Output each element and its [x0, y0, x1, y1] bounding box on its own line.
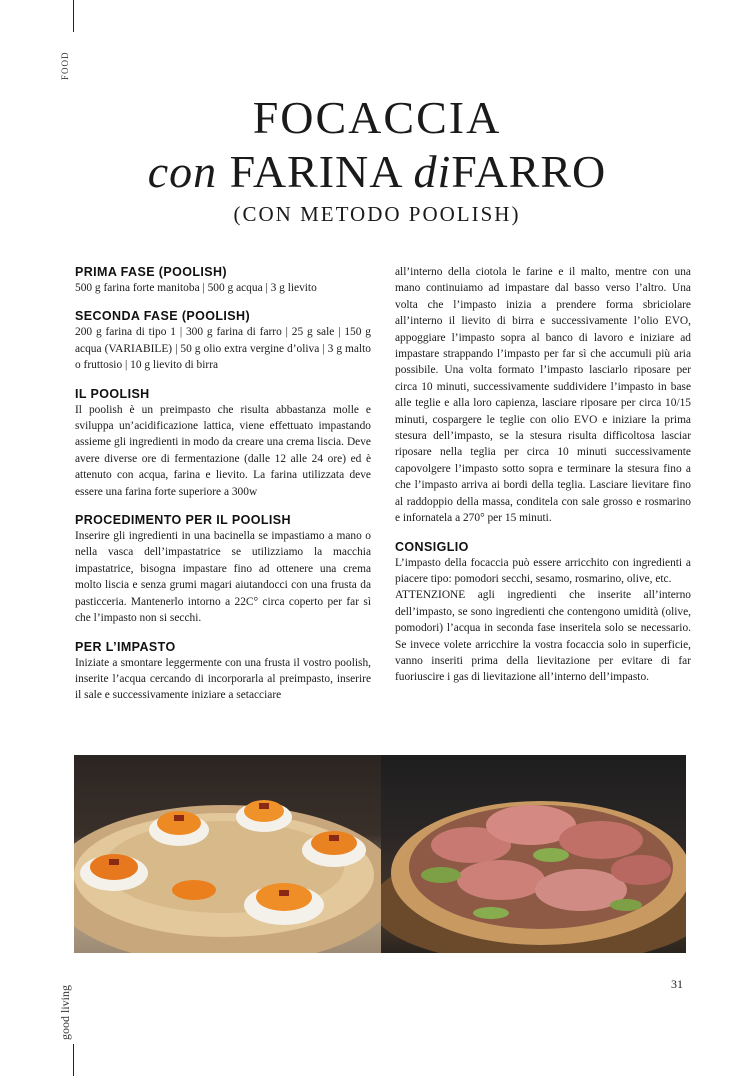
top-vertical-rule: [73, 0, 74, 32]
text-prima-fase: 500 g farina forte manitoba | 500 g acqua | 3 g lievito: [75, 282, 317, 294]
text-consiglio: L’impasto della focaccia può essere arricchito con ingredienti a piacere tipo: pomodori secchi, sesamo, rosmarino, olive, etc.: [395, 556, 691, 585]
heading-seconda-fase: SECONDA FASE (POOLISH): [75, 309, 251, 324]
magazine-brand: good living: [58, 984, 72, 1040]
text-impasto-continued: all’interno della ciotola le farine e il malto, mentre con una mano continuiamo ad impastare dal basso verso l’altro. Una volta che l’impasto inizia a prendere forma sbriciolare all’interno il lievito di birra e successivamente l’olio EVO, appoggiare l’impasto sopra al banco di lavoro e iniziare ad impastare strappando l’impasto per far sì che accumuli più aria possibile. Una volta formato l’impasto lasciarlo riposare per circa 10 minuti, successivamente suddividere l’impasto in base alle teglie e alla loro capienza, lasciare riposare per circa 10/15 minuti, cospargere le teglie con olio EVO e iniziare la prima stesura dell’impasto, se la stesura risulta difficoltosa lasciar riposare nella teglia per circa 10 minuti successivamente capovolgere l’impasto sotto sopra e terminare la stesura fino a che l’impasto arriva ai bordi della teglia. Lasciare lievitare fino al raddoppio della massa, conditela con sale grosso e rosmarino e infornatela a 270° per 15 minuti.: [395, 266, 691, 525]
focaccia-pumpkin-photo: [74, 755, 381, 953]
focaccia-prosciutto-illustration: [381, 755, 686, 953]
heading-prima-fase: PRIMA FASE (POOLISH): [75, 265, 227, 279]
text-attenzione: ATTENZIONE agli ingredienti che inserite all’interno dell’impasto, se sono ingredienti che contengono umidità (olive, pomodori) l’acqua in seconda fase inseritela solo se necessario. Se invece volete arricchire la vostra focaccia solo in superficie, vanno inseriti prima della lievitazione per evitare di far fuoriuscire i gas di lievitazione all’interno dell’impasto.: [395, 589, 691, 684]
subtitle: (CON METODO POOLISH): [233, 202, 521, 226]
title-line-2: [0, 145, 754, 199]
heading-consiglio: CONSIGLIO: [395, 539, 469, 554]
heading-per-impasto: PER L’IMPASTO: [75, 639, 176, 654]
focaccia-pumpkin-illustration: [74, 755, 381, 953]
page-number: 31: [671, 977, 683, 991]
right-column: [395, 264, 691, 686]
title-word-di: di: [413, 146, 452, 197]
text-procedimento: Inserire gli ingredienti in una bacinella se impastiamo a mano o nella vasca dell’impastatrice se utilizziamo la macchia impastatrice, bisogna impastare fino ad ottenere una crema molto liscia e senza grumi magari aiutandocci con una frusta da pasticceria. Mantenerlo intorno a 22C° circa coperto per far sì che l’impasto non si secchi.: [75, 530, 371, 625]
bottom-vertical-rule: [73, 1044, 74, 1076]
left-column: [75, 264, 371, 704]
title-line-1: FOCACCIA: [252, 92, 502, 143]
heading-procedimento: PROCEDIMENTO PER IL POOLISH: [75, 513, 291, 528]
section-label: FOOD: [60, 51, 70, 80]
text-per-impasto: Iniziate a smontare leggermente con una frusta il vostro poolish, inserite l’acqua cercando di incorporarla al preimpasto, inserire il sale e successivamente iniziare a setacciare: [75, 656, 371, 702]
text-il-poolish: Il poolish è un preimpasto che risulta abbastanza molle e sviluppa un’acidificazione lattica, viene effettuato impastando assieme gli ingredienti in modo da creare una crema liscia. Deve avere diverse ore di fermentazione (dalle 12 alle 24 ore) ed è attenuto con acqua, farina e lievito. La farina utilizzata deve essere una farina forte superiore a 300w: [75, 403, 371, 498]
heading-il-poolish: IL POOLISH: [75, 386, 150, 401]
text-seconda-fase: 200 g farina di tipo 1 | 300 g farina di farro | 25 g sale | 150 g acqua (VARIABILE) | 50 g olio extra vergine d’oliva | 3 g malto o fruttosio | 10 g lievito di birra: [75, 326, 371, 372]
focaccia-prosciutto-photo: [381, 755, 686, 953]
title-word-con: con: [147, 146, 218, 197]
title-word-farina: FARINA: [229, 146, 401, 197]
title-word-farro: FARRO: [451, 146, 607, 197]
photo-strip: [74, 755, 686, 953]
